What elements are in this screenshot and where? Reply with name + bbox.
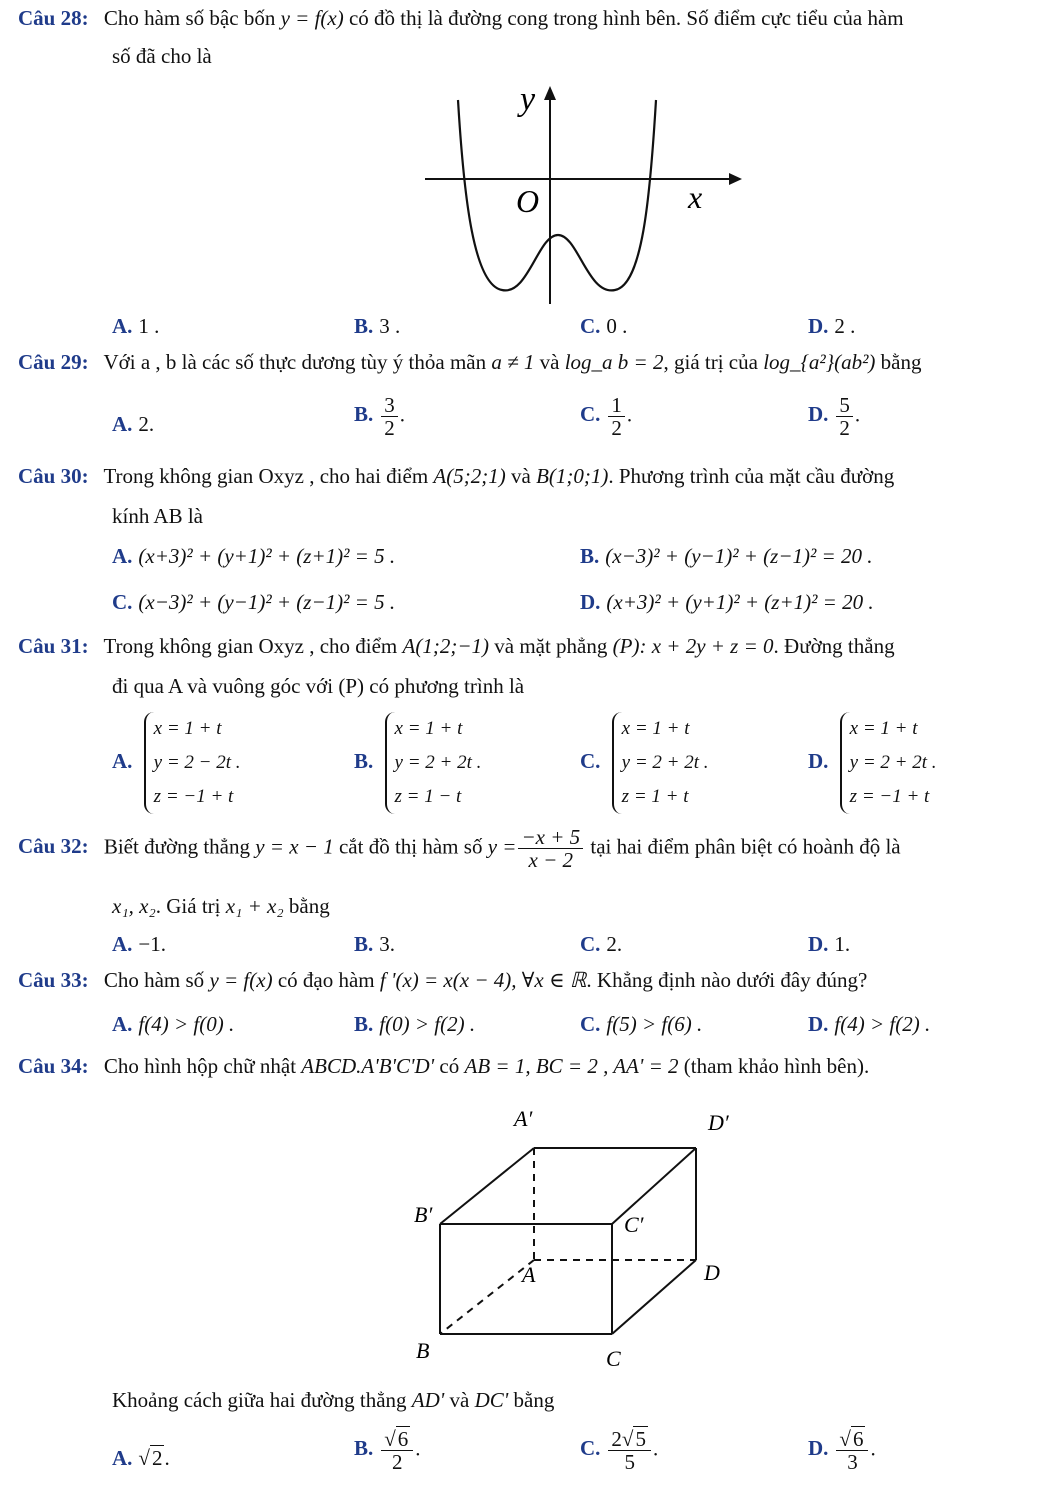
x-axis-arrow: [729, 173, 742, 185]
question-32-line2: x₁, x₂. Giá trị x₁ + x₂ bằng: [112, 894, 330, 918]
q34-option-c[interactable]: C. $\frac{2√5}{5}$ .: [580, 1427, 659, 1474]
question-33: Câu 33: Cho hàm số y = f(x) có đạo hàm f '(x) = x(x − 4), ∀x ∈ ℝ. Khẳng định nào dưới đây đúng?: [18, 968, 868, 992]
q28-option-a[interactable]: A. 1 .: [112, 314, 160, 338]
question-31: Câu 31: Trong không gian Oxyz , cho điểm A(1;2;−1) và mặt phẳng (P): x + 2y + z = 0. Đường thẳng: [18, 634, 895, 658]
label-c-prime: C′: [624, 1212, 644, 1237]
q31-option-b[interactable]: B. x = 1 + t y = 2 + 2t . z = 1 − t: [354, 712, 481, 814]
q32-option-a[interactable]: A. −1.: [112, 932, 167, 956]
fraction: $\frac{5}{2}$: [836, 394, 853, 439]
q30-option-d[interactable]: D. (x+3)² + (y+1)² + (z+1)² = 20 .: [580, 590, 874, 614]
q33-option-c[interactable]: C. f(5) > f(6) .: [580, 1012, 703, 1036]
q28-option-c[interactable]: C. 0 .: [580, 314, 628, 338]
edge-c-d: [612, 1260, 696, 1334]
q32-option-b[interactable]: B. 3.: [354, 932, 396, 956]
y-axis-label: y: [520, 81, 536, 118]
fraction: $\frac{3}{2}$: [381, 394, 398, 439]
q31-option-a[interactable]: A. x = 1 + t y = 2 − 2t . z = −1 + t: [112, 712, 241, 814]
quartic-curve: [458, 100, 656, 290]
question-number: Câu 28:: [18, 6, 89, 30]
question-28: Câu 28: Cho hàm số bậc bốn y = f(x) có đồ thị là đường cong trong hình bên. Số điểm cực tiểu của hàm: [18, 6, 904, 30]
fraction: $\frac{√6}{3}$: [836, 1428, 868, 1473]
question-number: Câu 29:: [18, 350, 89, 374]
x-axis-label: x: [688, 179, 703, 215]
q31-option-c[interactable]: C. x = 1 + t y = 2 + 2t . z = 1 + t: [580, 712, 709, 814]
q34-option-d[interactable]: D. $\frac{√6}{3}$ .: [808, 1427, 876, 1474]
q33-option-a[interactable]: A. f(4) > f(0) .: [112, 1012, 235, 1036]
y-axis-arrow: [544, 86, 556, 100]
question-number: Câu 32:: [18, 834, 89, 859]
equation-system: x = 1 + t y = 2 + 2t . z = 1 + t: [612, 712, 709, 814]
edge-a1-b1: [440, 1148, 534, 1224]
q29-option-c[interactable]: C. $\frac{1}{2}$ .: [580, 393, 633, 440]
question-30-line2: kính AB là: [112, 504, 204, 528]
equation-system: x = 1 + t y = 2 + 2t . z = −1 + t: [840, 712, 937, 814]
question-number: Câu 31:: [18, 634, 89, 658]
q29-option-b[interactable]: B. $\frac{3}{2}$ .: [354, 393, 406, 440]
q32-option-d[interactable]: D. 1.: [808, 932, 851, 956]
q29-option-d[interactable]: D. $\frac{5}{2}$ .: [808, 393, 861, 440]
cuboid-figure: [400, 1100, 760, 1380]
q30-option-a[interactable]: A. (x+3)² + (y+1)² + (z+1)² = 5 .: [112, 544, 396, 568]
label-d: D: [704, 1260, 720, 1285]
label-a: A: [522, 1262, 536, 1287]
question-32: Câu 32: Biết đường thẳng y = x − 1 cắt đồ thị hàm số y = $\frac{-x + 5}{x - 2}$ tại hai điểm phân biệt có hoành độ là: [18, 825, 901, 872]
q34-option-a[interactable]: A. √2.: [112, 1446, 170, 1470]
origin-label: O: [516, 183, 540, 219]
q33-option-b[interactable]: B. f(0) > f(2) .: [354, 1012, 476, 1036]
edge-a-b-hidden: [440, 1260, 534, 1334]
label-d-prime: D′: [708, 1110, 729, 1135]
fraction: $\frac{1}{2}$: [608, 394, 625, 439]
question-number: Câu 30:: [18, 464, 89, 488]
question-29: Câu 29: Với a , b là các số thực dương tùy ý thỏa mãn a ≠ 1 và log_a b = 2, giá trị của log_{a²}(ab²) bằng: [18, 350, 922, 374]
equation-system: x = 1 + t y = 2 + 2t . z = 1 − t: [385, 712, 482, 814]
question-34-line2: Khoảng cách giữa hai đường thẳng AD' và DC' bằng: [112, 1388, 555, 1412]
equation-system: x = 1 + t y = 2 − 2t . z = −1 + t: [144, 712, 241, 814]
q28-option-b[interactable]: B. 3 .: [354, 314, 401, 338]
question-31-line2: đi qua A và vuông góc với (P) có phương trình là: [112, 674, 525, 698]
fraction: $\frac{√6}{2}$: [381, 1428, 413, 1473]
fraction: $\frac{-x + 5}{x - 2}$: [518, 826, 583, 871]
q30-option-c[interactable]: C. (x−3)² + (y−1)² + (z−1)² = 5 .: [112, 590, 396, 614]
question-number: Câu 34:: [18, 1054, 89, 1078]
quartic-graph: [420, 80, 750, 312]
q33-option-d[interactable]: D. f(4) > f(2) .: [808, 1012, 931, 1036]
question-34: Câu 34: Cho hình hộp chữ nhật ABCD.A'B'C'D' có AB = 1, BC = 2 , AA' = 2 (tham khảo hình bên).: [18, 1054, 870, 1078]
label-c: C: [606, 1346, 621, 1371]
fraction: $\frac{2√5}{5}$: [608, 1428, 651, 1473]
label-b: B: [416, 1338, 430, 1363]
question-30: Câu 30: Trong không gian Oxyz , cho hai điểm A(5;2;1) và B(1;0;1). Phương trình của mặt cầu đường: [18, 464, 895, 488]
q31-option-d[interactable]: D. x = 1 + t y = 2 + 2t . z = −1 + t: [808, 712, 937, 814]
q32-option-c[interactable]: C. 2.: [580, 932, 623, 956]
label-a-prime: A′: [514, 1106, 533, 1131]
q29-option-a[interactable]: A. 2.: [112, 412, 155, 436]
question-number: Câu 33:: [18, 968, 89, 992]
label-b-prime: B′: [414, 1202, 433, 1227]
question-28-line2: số đã cho là: [112, 44, 212, 68]
q30-option-b[interactable]: B. (x−3)² + (y−1)² + (z−1)² = 20 .: [580, 544, 873, 568]
q34-option-b[interactable]: B. $\frac{√6}{2}$ .: [354, 1427, 421, 1474]
q28-option-d[interactable]: D. 2 .: [808, 314, 856, 338]
